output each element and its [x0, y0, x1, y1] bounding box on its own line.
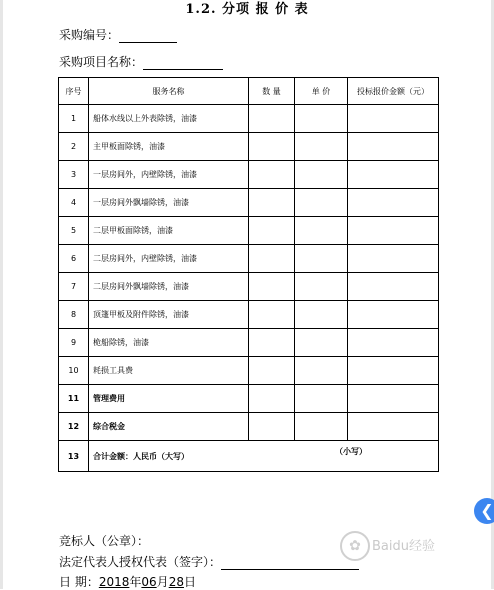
row-service-name: 二层房间外，内壁除锈，油漆	[89, 245, 249, 273]
total-amount-label: 合计金额：人民币（大写）	[93, 451, 189, 461]
procurement-name-field	[59, 53, 223, 70]
total-lowercase-label: （小写）	[335, 446, 367, 456]
total-amount-cell[interactable]	[89, 441, 439, 472]
row-amount-cell[interactable]	[348, 161, 439, 189]
date-day-unit: 日	[183, 575, 196, 589]
header-bid-amount: 投标报价金额（元）	[348, 78, 439, 105]
date-month: 06	[141, 575, 157, 589]
row-service-name: 二层房间外飘墙除锈，油漆	[89, 273, 249, 301]
baidu-watermark: Baidu经验	[372, 539, 435, 554]
row-serial: 6	[59, 245, 89, 273]
date-label: 日 期：	[59, 575, 99, 589]
row-serial: 5	[59, 217, 89, 245]
procurement-number-label: 采购编号：	[59, 28, 120, 42]
row-unit-price-cell[interactable]	[295, 105, 348, 133]
row-unit-price-cell[interactable]	[295, 273, 348, 301]
baidu-paw-logo-icon: ✿	[340, 531, 370, 561]
row-amount-cell[interactable]	[348, 357, 439, 385]
table-row	[59, 189, 439, 217]
table-header-row	[59, 78, 439, 105]
date-day: 28	[168, 575, 184, 589]
row-quantity-cell[interactable]	[249, 413, 295, 441]
table-row	[59, 105, 439, 133]
authorized-rep-field	[59, 553, 359, 570]
total-row	[59, 441, 439, 472]
date-month-unit: 月	[156, 575, 169, 589]
row-quantity-cell[interactable]	[249, 273, 295, 301]
row-quantity-cell[interactable]	[249, 385, 295, 413]
table-row	[59, 245, 439, 273]
row-amount-cell[interactable]	[348, 273, 439, 301]
row-quantity-cell[interactable]	[249, 329, 295, 357]
date-field	[59, 573, 196, 590]
row-amount-cell[interactable]	[348, 413, 439, 441]
table-row	[59, 329, 439, 357]
date-year: 2018	[98, 575, 130, 589]
row-service-name: 一层房间外，内壁除锈，油漆	[89, 161, 249, 189]
table-row	[59, 301, 439, 329]
row-serial: 7	[59, 273, 89, 301]
table-row	[59, 357, 439, 385]
row-unit-price-cell[interactable]	[295, 413, 348, 441]
row-unit-price-cell[interactable]	[295, 329, 348, 357]
row-amount-cell[interactable]	[348, 245, 439, 273]
row-service-name: 综合税金	[89, 413, 249, 441]
row-unit-price-cell[interactable]	[295, 161, 348, 189]
row-serial: 9	[59, 329, 89, 357]
row-quantity-cell[interactable]	[249, 133, 295, 161]
header-unit-price: 单 价	[295, 78, 348, 105]
row-serial: 10	[59, 357, 89, 385]
row-amount-cell[interactable]	[348, 105, 439, 133]
quotation-table	[58, 77, 439, 472]
row-serial: 11	[59, 385, 89, 413]
table-row	[59, 133, 439, 161]
table-row	[59, 217, 439, 245]
row-unit-price-cell[interactable]	[295, 189, 348, 217]
row-quantity-cell[interactable]	[249, 161, 295, 189]
header-serial: 序号	[59, 78, 89, 105]
row-quantity-cell[interactable]	[249, 105, 295, 133]
row-unit-price-cell[interactable]	[295, 385, 348, 413]
row-serial: 2	[59, 133, 89, 161]
bidder-seal-field	[59, 532, 149, 549]
table-row	[59, 413, 439, 441]
authorized-rep-label: 法定代表人授权代表（签字）：	[59, 555, 222, 569]
date-year-unit: 年	[129, 575, 142, 589]
row-quantity-cell[interactable]	[249, 245, 295, 273]
row-serial: 12	[59, 413, 89, 441]
authorized-rep-blank	[221, 555, 359, 570]
row-unit-price-cell[interactable]	[295, 245, 348, 273]
table-row	[59, 161, 439, 189]
row-unit-price-cell[interactable]	[295, 357, 348, 385]
row-quantity-cell[interactable]	[249, 301, 295, 329]
row-service-name: 管理费用	[89, 385, 249, 413]
row-amount-cell[interactable]	[348, 385, 439, 413]
row-amount-cell[interactable]	[348, 301, 439, 329]
page-edge	[0, 0, 3, 589]
row-amount-cell[interactable]	[348, 189, 439, 217]
row-serial: 4	[59, 189, 89, 217]
row-amount-cell[interactable]	[348, 217, 439, 245]
row-service-name: 主甲板面除锈，油漆	[89, 133, 249, 161]
row-amount-cell[interactable]	[348, 329, 439, 357]
row-service-name: 顶篷甲板及附件除锈，油漆	[89, 301, 249, 329]
row-service-name: 船体水线以上外表除锈，油漆	[89, 105, 249, 133]
header-quantity: 数 量	[249, 78, 295, 105]
floating-action-icon[interactable]: ❮	[474, 498, 494, 524]
table-row	[59, 385, 439, 413]
row-quantity-cell[interactable]	[249, 217, 295, 245]
document-title: 1.2. 分项 报 价 表	[185, 2, 309, 17]
row-service-name: 二层甲板面除锈，油漆	[89, 217, 249, 245]
row-serial: 1	[59, 105, 89, 133]
row-amount-cell[interactable]	[348, 133, 439, 161]
procurement-number-field	[59, 26, 177, 43]
procurement-number-blank	[119, 28, 177, 43]
row-unit-price-cell[interactable]	[295, 301, 348, 329]
row-unit-price-cell[interactable]	[295, 133, 348, 161]
row-service-name: 桅船除锈，油漆	[89, 329, 249, 357]
row-service-name: 耗损工具费	[89, 357, 249, 385]
row-quantity-cell[interactable]	[249, 189, 295, 217]
header-service-name: 服务名称	[89, 78, 249, 105]
bidder-seal-label: 竞标人（公章）：	[59, 534, 150, 548]
total-serial: 13	[59, 441, 89, 472]
row-serial: 8	[59, 301, 89, 329]
row-quantity-cell[interactable]	[249, 357, 295, 385]
table-row	[59, 273, 439, 301]
row-unit-price-cell[interactable]	[295, 217, 348, 245]
row-serial: 3	[59, 161, 89, 189]
procurement-name-label: 采购项目名称：	[59, 55, 144, 69]
row-service-name: 一层房间外飘墙除锈，油漆	[89, 189, 249, 217]
procurement-name-blank	[143, 55, 223, 70]
